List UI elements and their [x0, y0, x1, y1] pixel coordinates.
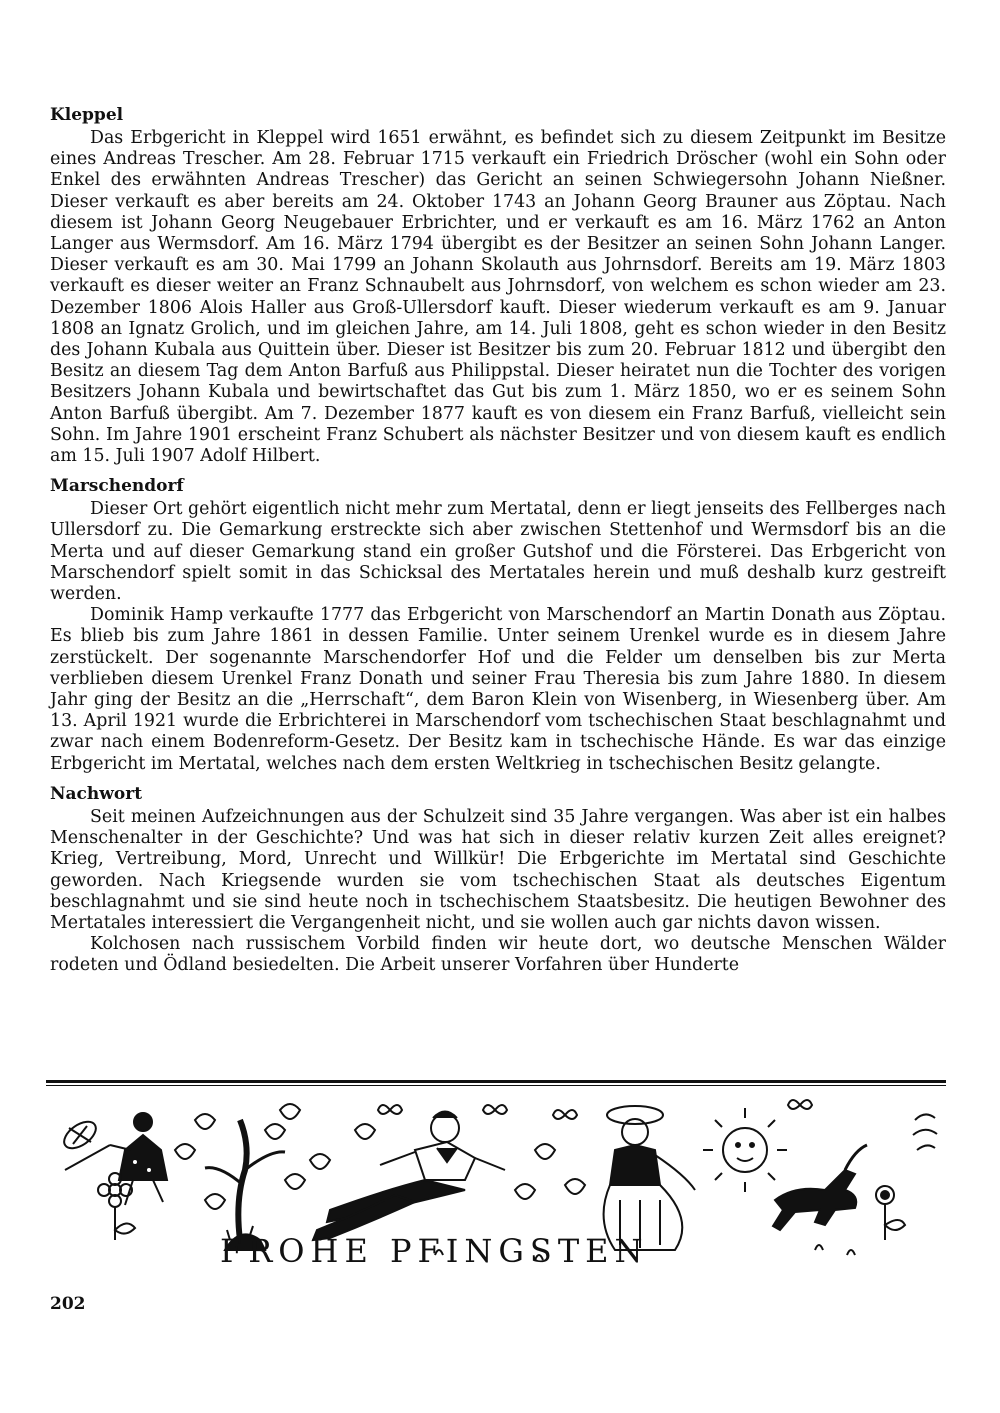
reclining-boy-figure	[313, 1112, 505, 1241]
paragraph: Kolchosen nach russischem Vorbild finden wir heute dort, wo deutsche Menschen Wälder rodeten und Ödland besiedelten. Die Arbeit unserer Vorfahren über Hunderte	[50, 934, 946, 976]
section-kleppel	[50, 104, 946, 467]
section-heading: Marschendorf	[50, 476, 184, 497]
flower	[876, 1186, 905, 1240]
page-number: 202	[50, 1294, 86, 1314]
section-heading: Kleppel	[50, 105, 124, 125]
paragraph: Das Erbgericht in Kleppel wird 1651 erwähnt, es befindet sich zu diesem Zeitpunkt im Besitze eines Andreas Trescher. Am 28. Februar 1715 verkauft ein Friedrich Dröscher (wohl ein Sohn oder Enkel des erwähnten Andreas Trescher) das Gericht an seinen Schwiegersohn Johann Nießner. Dieser verkauft es aber bereits am 24. Oktober 1743 an Johann Georg Brauner aus Zöptau. Nach diesem ist Johann Georg Neugebauer Erbrichter, und er verkauft es am 16. März 1762 an Anton Langer aus Wermsdorf. Am 16. März 1794 übergibt es der Besitzer an seinen Sohn Johann Langer. Dieser verkauft es am 30. Mai 1799 an Johann Skolauth aus Johrnsdorf. Bereits am 19. März 1803 verkauft es dieser weiter an Franz Schnaubelt aus Johrnsdorf, von welchem es schon wieder am 23. Dezember 1806 Alois Haller aus Groß-Ullersdorf kauft. Dieser wiederum verkauft es am 9. Januar 1808 an Ignatz Grolich, und im gleichen Jahre, am 14. Juli 1808, geht es schon wieder in den Besitz des Johann Kubala aus Quittein über. Dieser ist Besitzer bis zum 20. Februar 1812 und übergibt den Besitz an diesem Tag dem Anton Barfuß aus Philippstal. Dieser heiratet nun die Tochter des vorigen Besitzers Johann Kubala und bewirtschaftet das Gut bis zum 1. März 1850, wo er es seinem Sohn Anton Barfuß übergibt. Am 7. Dezember 1877 kauft es von diesem ein Franz Barfuß, vielleicht sein Sohn. Im Jahre 1901 erscheint Franz Schubert als nächster Besitzer und von diesem kauft es endlich am 15. Juli 1907 Adolf Hilbert.	[50, 128, 946, 467]
girl-with-net-figure	[60, 1113, 167, 1205]
divider-rule	[46, 1080, 946, 1083]
girl-in-dress-figure	[604, 1106, 695, 1250]
section-marschendorf	[50, 475, 946, 775]
divider-rule-thin	[46, 1085, 946, 1086]
paragraph: Dieser Ort gehört eigentlich nicht mehr zum Mertatal, denn er liegt jenseits des Fellberges nach Ullersdorf zu. Die Gemarkung erstreckte sich aber zwischen Stettenhof und Wermsdorf bis an die Merta und auf dieser Gemarkung stand ein großer Gutshof und die Försterei. Das Erbgericht von Marschendorf spielt somit in das Schicksal des Mertatales herein und muß deshalb kurz gestreift werden.	[50, 499, 946, 605]
paragraph: Seit meinen Aufzeichnungen aus der Schulzeit sind 35 Jahre vergangen. Was aber ist ein halbes Menschenalter in der Geschichte? Und was hat sich in dieser relativ kurzen Zeit alles ereignet? Krieg, Vertreibung, Mord, Unrecht und Willkür! Die Erbgerichte im Mertatal sind Geschichte geworden. Nach Kriegsende wurden sie vom tschechischen Staat als deutsches Eigentum beschlagnahmt und sie sind heute noch in tschechischem Staatsbesitz. Die heutigen Bewohner des Mertatales interessiert die Vergangenheit nicht, und sie wollen auch gar nichts davon wissen.	[50, 806, 946, 933]
article-body	[50, 104, 946, 985]
greeting-banner-text: FROHE PFINGSTEN	[220, 1232, 649, 1270]
section-heading: Nachwort	[50, 783, 143, 804]
paragraph: Dominik Hamp verkaufte 1777 das Erbgericht von Marschendorf an Martin Donath aus Zöptau. Es blieb bis zum Jahre 1861 in dessen Familie. Unter seinem Urenkel wurde es in diesem Jahre zerstückelt. Der sogenannte Marschendorfer Hof und die Felder um denselben bis zur Merta verblieben diesem Urenkel Franz Donath und seiner Frau Theresia bis zum Jahre 1880. In diesem Jahr ging der Besitz an die „Herrschaft“, dem Baron Klein von Wisenberg, in Wiesenberg über. Am 13. April 1921 wurde die Erbrichterei in Marschendorf vom tschechischen Staat beschlagnahmt und zwar nach einem Bodenreform-Gesetz. Der Besitz kam in tschechische Hände. Es war das einzige Erbgericht im Mertatal, welches nach dem ersten Weltkrieg in tschechischen Besitz gelangte.	[50, 605, 946, 774]
section-nachwort	[50, 783, 946, 977]
tree-with-leaves	[175, 1104, 305, 1240]
sun-icon	[703, 1108, 787, 1192]
dog-figure	[773, 1145, 867, 1230]
flower	[98, 1173, 135, 1240]
